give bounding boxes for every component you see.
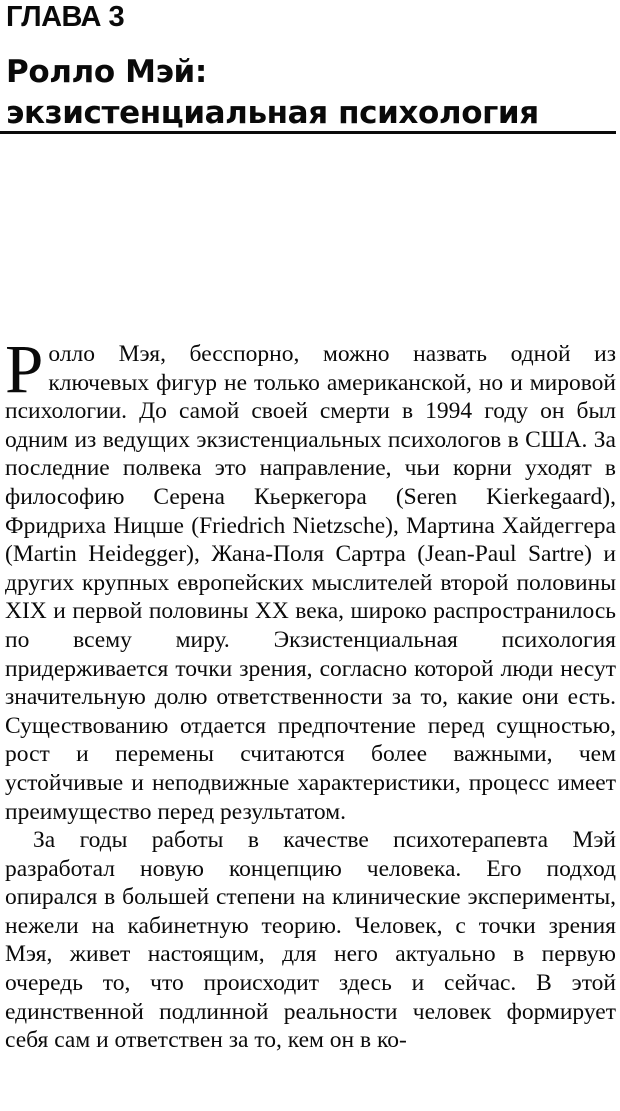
chapter-label: ГЛАВА 3 bbox=[6, 1, 125, 33]
title-divider bbox=[0, 131, 616, 134]
chapter-title-line-2: экзистенциальная психология bbox=[6, 95, 539, 131]
chapter-title bbox=[6, 52, 618, 134]
body-text bbox=[5, 331, 616, 1055]
chapter-title-line-1: Ролло Мэй: bbox=[6, 54, 207, 90]
paragraph-1-text: олло Мэя, бесспорно, можно назвать одной из ключевых фигур не только американской, но и мировой психологии. До самой своей смерти в 1994 году он был одним из ведущих экзистенциальных психологов в США. За последние полвека это направление, чьи корни уходят в философию Серена Кьеркегора (Seren Kierkegaard), Фридриха Ницше (Friedrich Nietzsche), Мартина Хайдеггера (Martin Heidegger), Жана-Поля Сартра (Jean-Paul Sartre) и других крупных европейских мыслителей второй половины XIX и первой половины XX века, широко распространилось по всему миру. Экзистенциальная психология придерживается точки зрения, согласно которой люди несут значительную долю ответственности за то, какие они есть. Существованию отдается предпочтение перед сущностью, рост и перемены считаются более важными, чем устойчивые и неподвижные характеристики, процесс имеет преимущество перед результатом. bbox=[5, 341, 616, 825]
drop-cap: Р bbox=[5, 331, 44, 407]
paragraph-1 bbox=[5, 331, 616, 826]
paragraph-2: За годы работы в качестве психотерапевта Мэй разработал новую концепцию человека. Его подход опирался в большей степени на клинические эксперименты, нежели на кабинетную теорию. Человек, с точки зрения Мэя, живет настоящим, для него актуально в первую очередь то, что происходит здесь и сейчас. В этой единственной подлинной реальности человек формирует себя сам и ответствен за то, кем он в ко- bbox=[5, 827, 616, 1054]
